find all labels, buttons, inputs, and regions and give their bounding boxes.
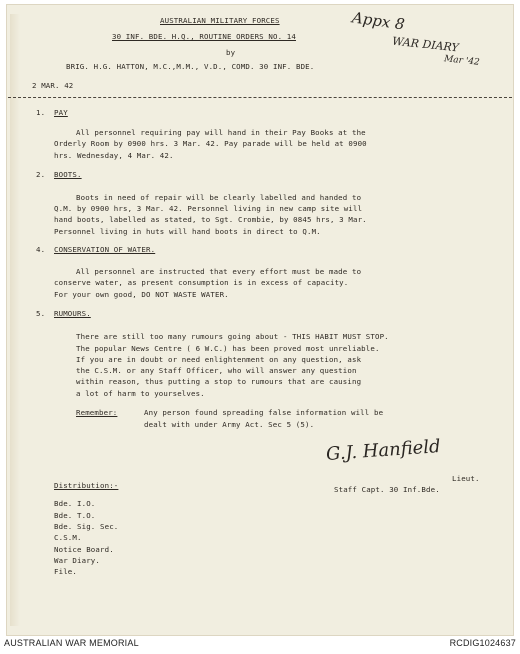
distribution-item: War Diary. (54, 556, 100, 565)
remember-line: dealt with under Army Act. Sec 5 (5). (144, 420, 315, 429)
header-divider (8, 97, 512, 98)
header-by: by (226, 48, 236, 57)
section-heading: CONSERVATION OF WATER. (54, 245, 156, 254)
section-line: the C.S.M. or any Staff Officer, who will answer any question (76, 366, 357, 375)
header-orders-title: 30 INF. BDE. H.Q., ROUTINE ORDERS NO. 14 (112, 32, 296, 41)
distribution-item: Bde. T.O. (54, 511, 96, 520)
section-line: hrs. Wednesday, 4 Mar. 42. (54, 151, 174, 160)
section-line: All personnel are instructed that every effort must be made to (76, 267, 362, 276)
section-line: All personnel requiring pay will hand in their Pay Books at the (76, 128, 366, 137)
remember-line: Any person found spreading false information will be (144, 408, 384, 417)
section-number: 4. (36, 245, 46, 254)
section-line: There are still too many rumours going about - THIS HABIT MUST STOP. (76, 332, 389, 341)
section-line: conserve water, as present consumption is in excess of capacity. (54, 278, 349, 287)
section-heading: PAY (54, 108, 68, 117)
section-line: within reason, thus putting a stop to rumours that are causing (76, 377, 362, 386)
section-line: Q.M. by 0900 hrs, 3 Mar. 42. Personnel living in new camp site will (54, 204, 363, 213)
section-line: hand boots, labelled as stated, to Sgt. Crombie, by 0845 hrs, 3 Mar. (54, 215, 367, 224)
section-heading: BOOTS. (54, 170, 82, 179)
header-commander: BRIG. H.G. HATTON, M.C.,M.M., V.D., COMD. 30 INF. BDE. (66, 62, 315, 71)
section-line: Personnel living in huts will hand boots in direct to Q.M. (54, 227, 321, 236)
section-line: Orderly Room by 0900 hrs. 3 Mar. 42. Pay parade will be held at 0900 (54, 139, 367, 148)
document-paper (6, 4, 514, 636)
handwritten-month-note: Mar '42 (443, 54, 481, 68)
archive-credit: AUSTRALIAN WAR MEMORIAL (4, 638, 139, 648)
section-number: 2. (36, 170, 46, 179)
remember-label: Remember: (76, 408, 118, 417)
distribution-item: Notice Board. (54, 545, 114, 554)
paper-fold-shadow (10, 14, 20, 626)
archive-id: RCDIG1024637 (449, 638, 516, 648)
signature-rank: Lieut. (452, 474, 480, 483)
section-line: The popular News Centre ( 6 W.C.) has been proved most unreliable. (76, 344, 380, 353)
section-number: 1. (36, 108, 46, 117)
distribution-heading: Distribution:- (54, 481, 119, 490)
header-organisation: AUSTRALIAN MILITARY FORCES (160, 16, 280, 25)
handwritten-war-diary-note: WAR DIARY (391, 34, 460, 55)
order-date: 2 MAR. 42 (32, 81, 74, 90)
handwritten-appendix-note: Appx 8 (351, 8, 406, 34)
section-heading: RUMOURS. (54, 309, 91, 318)
section-number: 5. (36, 309, 46, 318)
distribution-item: C.S.M. (54, 533, 82, 542)
section-line: If you are in doubt or need enlightenment on any question, ask (76, 355, 362, 364)
section-line: For your own good, DO NOT WASTE WATER. (54, 290, 229, 299)
handwritten-signature: G.J. Hanfield (325, 436, 442, 465)
distribution-item: Bde. I.O. (54, 499, 96, 508)
section-line: a lot of harm to yourselves. (76, 389, 205, 398)
signature-title: Staff Capt. 30 Inf.Bde. (334, 485, 440, 494)
section-line: Boots in need of repair will be clearly labelled and handed to (76, 193, 362, 202)
distribution-item: File. (54, 567, 77, 576)
distribution-item: Bde. Sig. Sec. (54, 522, 119, 531)
